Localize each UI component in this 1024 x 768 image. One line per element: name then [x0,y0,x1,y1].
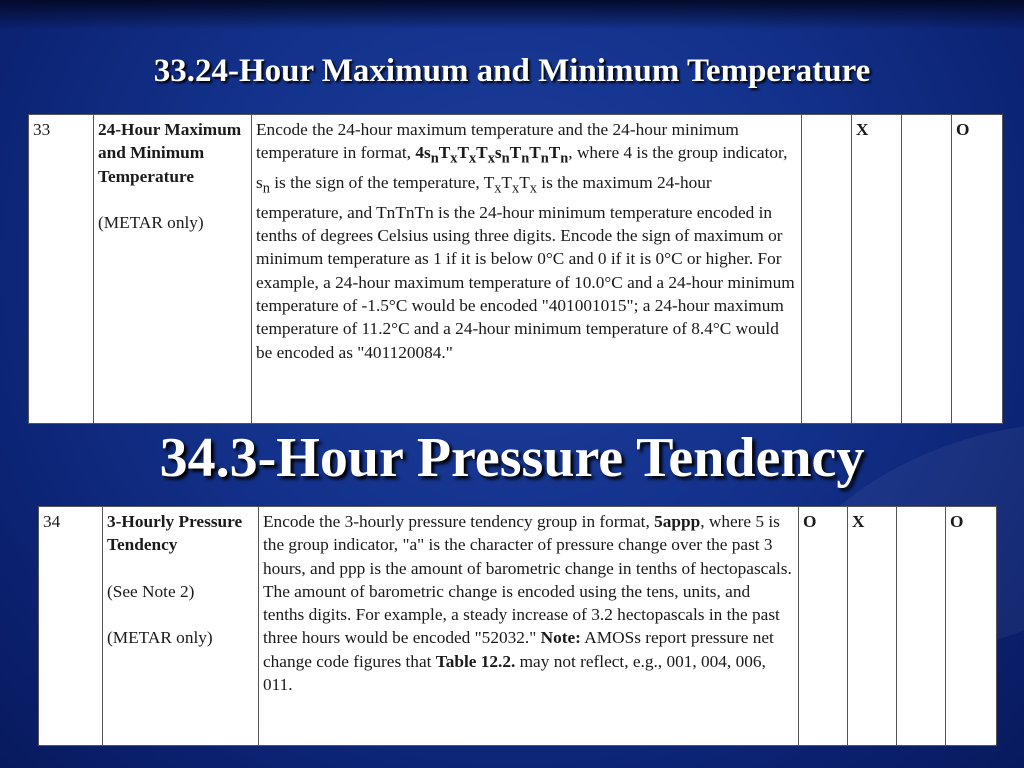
column-b-mark: X [852,115,902,424]
element-name: 24-Hour Maximum and Minimum Temperature [98,120,242,186]
temperature-table [28,114,1003,424]
element-name-cell [94,115,252,424]
desc-text: , where 5 is the group indicator, "a" is the character of pressure change over the past 3 hours, and ppp is the amount of barometric change in tenths of hectopascals. The amount of barometric change is encoded using the tens, units, and tenths digits. For example, a steady increase of 3.2 hectopascals in the past three hours would be encoded "52032." [263,512,792,648]
column-c-mark [902,115,952,424]
column-d-mark: O [946,507,997,746]
table-row [39,507,997,746]
desc-text: Encode the 24-hour maximum temperature and the 24-hour minimum temperature in format, [256,120,739,163]
element-note: (See Note 2) [107,581,195,601]
note-label: Note: [540,628,581,648]
desc-text: is the sign of the temperature, T [269,173,495,193]
column-d-mark: O [952,115,1003,424]
slide-title-pressure: 34.3-Hour Pressure Tendency [159,427,865,489]
element-note: (METAR only) [107,627,213,647]
element-number: 33 [29,115,94,424]
column-a-mark [802,115,852,424]
desc-text: is the maximum 24-hour temperature, and TnTnTn is the 24-hour minimum temperature encoded in tenths of degrees Celsius using three digits. Encode the sign of maximum or minimum temperature as 1 if it is below 0°C and 0 if it is 0°C or higher. For example, a 24-hour maximum temperature of 10.0°C and a 24-hour minimum temperature of -1.5°C would be encoded "401001015"; a 24-hour maximum temperature of 11.2°C and a 24-hour minimum temperature of 8.4°C would be encoded as "401120084." [256,173,795,362]
element-number: 34 [39,507,103,746]
format-code: $4s_nT_xT_xT_xs_nT_nT_nT_n$ [415,143,569,167]
desc-text: Encode the 3-hourly pressure tendency group in format, [263,512,655,531]
column-b-mark: X [848,507,897,746]
desc-text: may not reflect, e.g., 001, 004, 006, 011. [263,651,766,695]
format-code: 5appp [654,512,701,531]
element-note: (METAR only) [98,212,204,232]
column-a-mark: O [799,507,848,746]
element-name: 3-Hourly Pressure Tendency [107,512,243,555]
desc-text: AMOSs report pressure net change code figures that [263,628,774,671]
element-description: Encode the 24-hour maximum temperature and the 24-hour minimum temperature in format, $4s_nT_xT_xT_xs_nT_nT_nT_n$, where 4 is the group indicator, $s_n$ is the sign of the temperature, $T_xT_xT_x$ is the maximum 24-hour temperature, and TnTnTn is the 24-hour minimum temperature encoded in tenths of degrees Celsius using three digits. Encode the sign of maximum or minimum temperature as 1 if it is below 0°C and 0 if it is 0°C or higher. For example, a 24-hour maximum temperature of 10.0°C and a 24-hour minimum temperature of -1.5°C would be encoded "401001015"; a 24-hour maximum temperature of 11.2°C and a 24-hour minimum temperature of 8.4°C would be encoded as "401120084." [252,115,802,424]
element-name-cell [103,507,259,746]
slide-title-temperature: 33.24-Hour Maximum and Minimum Temperature [153,53,871,89]
desc-text: , where 4 is the group indicator, s [256,143,788,193]
table-reference: Table 12.2. [435,651,516,671]
column-c-mark [897,507,946,746]
table-row [29,115,1003,424]
top-shade [0,0,1024,30]
element-description [259,507,799,746]
pressure-table [38,506,997,746]
